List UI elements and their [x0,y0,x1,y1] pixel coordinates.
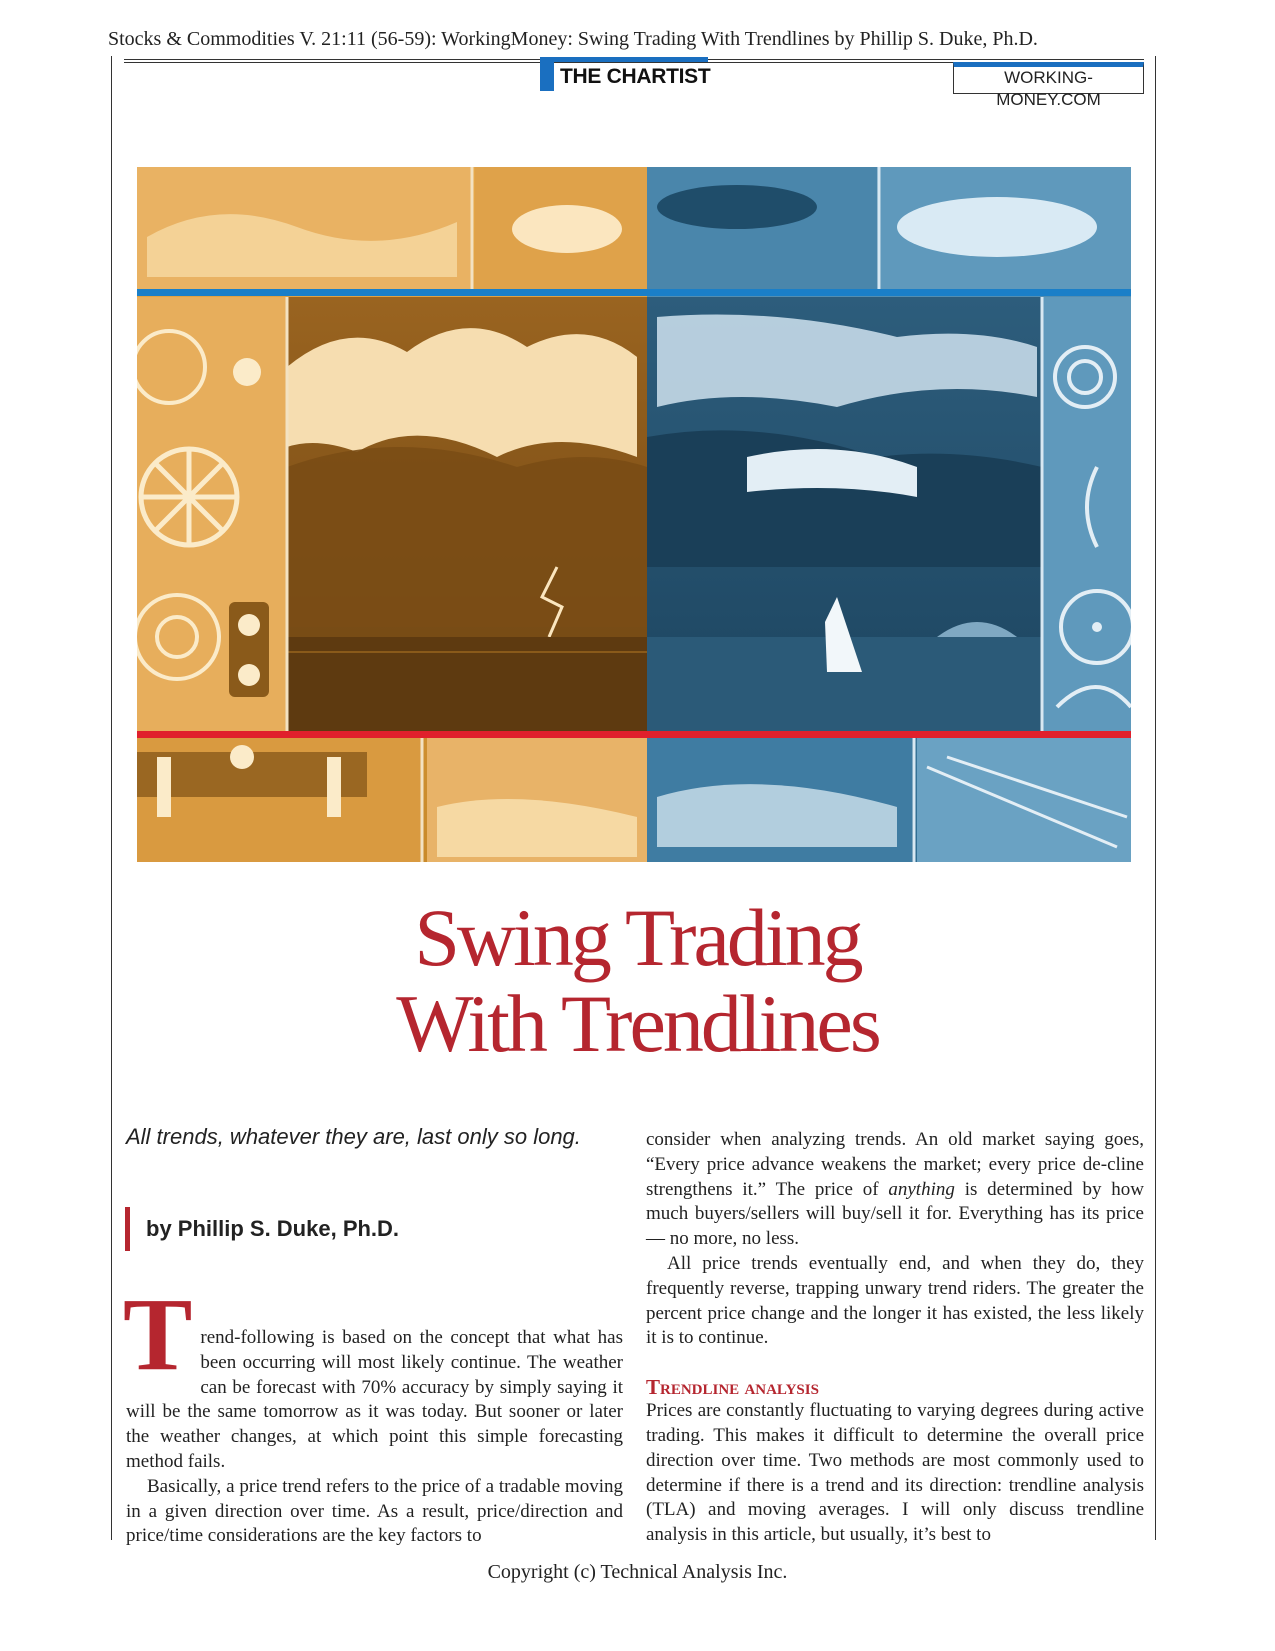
article-byline: by Phillip S. Duke, Ph.D. [146,1216,400,1241]
paragraph-3: All price trends eventually end, and when they do, they frequently reverse, trapping unwary trend riders. The greater the percent price change and the longer it has existed, the less likely it is to continue. [646,1252,1144,1349]
paragraph-4-text-end: ) and moving averages. I will only discuss trendline analysis in this article, but usually, it’s best to [646,1499,1144,1546]
paragraph-4 [646,1399,1144,1548]
article-title [0,892,1275,1069]
page-citation: Stocks & Commodities V. 21:11 (56-59): WorkingMoney: Swing Trading With Trendlines by Phillip S. Duke, Ph.D. [108,28,1038,50]
paragraph-1-text: rend-following is based on the concept that what has been occurring will most likely continue. The weather can be forecast with 70% accuracy by simply saying it will be the same tomorrow as it was today. But sooner or later the weather changes, at which point this simple forecasting method fails. [126,1327,623,1472]
drop-cap: T [123,1277,193,1392]
paragraph-2-continued-end: is determined by how much buyers/sellers will buy/sell it for. Everything has its price — no more, no less. [646,1178,1145,1250]
page-frame-left [111,56,112,1540]
copyright-footer: Copyright (c) Technical Analysis Inc. [487,1561,788,1583]
paragraph-2 [126,1475,623,1549]
byline-accent [125,1207,130,1251]
site-badge [953,62,1144,109]
paragraph-1 [123,1277,623,1475]
article-deck: All trends, whatever they are, last only so long. [126,1124,581,1149]
page-frame-right [1155,56,1156,1540]
emphasis-anything-inline: anything [888,1178,955,1200]
section-heading: Trendline analysis [646,1375,819,1400]
title-line-1: Swing Trading [414,892,861,983]
title-line-2: With Trendlines [396,978,879,1069]
section-label: THE CHARTIST [560,65,711,88]
abbr-tla: TLA [652,1499,690,1521]
column-left [123,1277,623,1549]
section-tag-topbar [540,57,708,62]
column-right [646,1128,1144,1548]
paragraph-2-text: Basically, a price trend refers to the price of a tradable moving in a given direction over time. As a result, price/direction and price/time considerations are the key factors to [126,1475,623,1547]
paragraph-2-continued-text: consider when analyzing trends. An old market saying goes, “Every price advance weakens the market; every price de-cline strengthens it.” The price of [646,1129,1144,1200]
site-label: WORKING-MONEY.COM [996,68,1101,109]
section-tag-bar [540,57,554,91]
paragraph-4-text: Prices are constantly fluctuating to varying degrees during active trading. This makes it difficult to determine the overall price direction over time. Two methods are most commonly used to determine if there is a trend and its direction: trendline analysis ( [646,1400,1144,1521]
hero-weather-illustration-icon [137,167,1131,862]
paragraph-2-continued [646,1128,1144,1252]
upper-trendline [137,289,1131,296]
lower-trendline [137,731,1131,738]
